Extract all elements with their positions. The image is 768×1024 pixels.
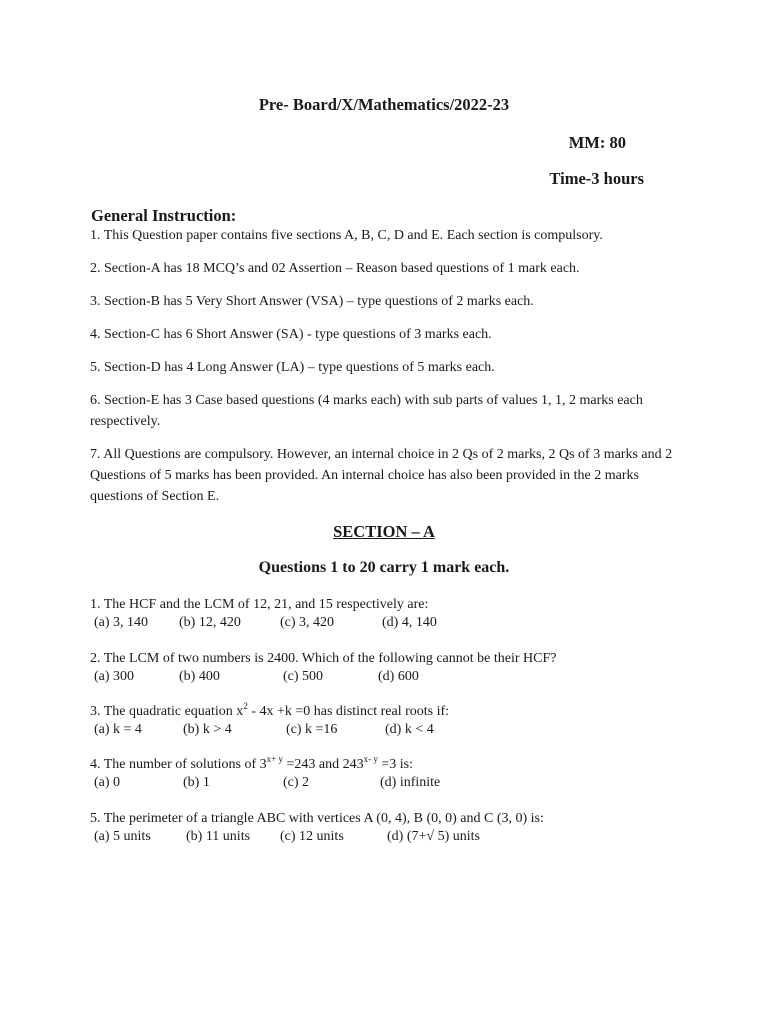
option-d: (d) k < 4 [385, 722, 434, 737]
question-2 [90, 650, 690, 686]
question-text: 4. The number of solutions of $3^{x+ y} =243$ and $243^{x- y} =3$ is: [90, 754, 413, 772]
option-c: (c) 2 [283, 775, 310, 790]
question-4 [90, 756, 690, 792]
question-5 [90, 810, 690, 846]
question-text: 3. The quadratic equation $x^2 - 4x +k =0$ has distinct real roots if: [90, 701, 450, 719]
question-text: 2. The LCM of two numbers is 2400. Which of the following cannot be their HCF? [90, 651, 557, 666]
section-a-subheading: Questions 1 to 20 carry 1 mark each. [258, 559, 510, 576]
question-text: 1. The HCF and the LCM of 12, 21, and 15 respectively are: [90, 597, 429, 612]
question-options [90, 668, 690, 686]
option-b: (b) 11 units [186, 829, 251, 844]
option-d: (d) infinite [380, 775, 441, 790]
option-c: (c) 500 [283, 669, 324, 684]
option-b: (b) 12, 420 [179, 615, 241, 630]
question-options [90, 721, 690, 739]
question-1 [90, 596, 690, 632]
option-b: (b) 400 [179, 669, 220, 684]
option-c: (c) 3, 420 [280, 615, 335, 630]
option-a: (a) 300 [94, 669, 135, 684]
instruction-item: 3. Section-B has 5 Very Short Answer (VSA) – type questions of 2 marks each. [90, 294, 534, 309]
question-options [90, 614, 690, 632]
instruction-item: 7. All Questions are compulsory. However, an internal choice in 2 Qs of 2 marks, 2 Qs of 3 marks and 2 Questions of 5 marks has been provided. An internal choice has also been provided in the 2 marks questions of Section E. [90, 447, 673, 504]
general-instruction-heading: General Instruction: [91, 206, 237, 225]
option-d: (d) 4, 140 [382, 615, 437, 630]
option-b: (b) k > 4 [183, 722, 232, 737]
instruction-item: 4. Section-C has 6 Short Answer (SA) - type questions of 3 marks each. [90, 327, 492, 342]
option-a: (a) 3, 140 [94, 615, 149, 630]
question-options [90, 774, 690, 792]
option-b: (b) 1 [183, 775, 210, 790]
option-d: (d) 600 [378, 669, 419, 684]
option-c: (c) k =16 [286, 722, 338, 737]
option-d: (d) (7+√ 5) units [387, 829, 480, 844]
instruction-item: 5. Section-D has 4 Long Answer (LA) – type questions of 5 marks each. [90, 360, 495, 375]
paper-title: Pre- Board/X/Mathematics/2022-23 [258, 95, 510, 114]
question-options [90, 828, 690, 846]
question-text: 5. The perimeter of a triangle ABC with vertices A (0, 4), B (0, 0) and C (3, 0) is: [90, 811, 544, 826]
instruction-item: 2. Section-A has 18 MCQ’s and 02 Assertion – Reason based questions of 1 mark each. [90, 261, 580, 276]
section-a-heading: SECTION – A [333, 522, 435, 541]
max-marks: MM: 80 [568, 133, 626, 152]
instruction-item: 1. This Question paper contains five sections A, B, C, D and E. Each section is compulsory. [90, 228, 603, 243]
option-a: (a) 5 units [94, 829, 151, 844]
time-allowed: Time-3 hours [549, 169, 644, 188]
question-3 [90, 703, 690, 739]
option-a: (a) 0 [94, 775, 121, 790]
instruction-item: 6. Section-E has 3 Case based questions (4 marks each) with sub parts of values 1, 1, 2 marks each respectively. [90, 393, 643, 429]
option-a: (a) k = 4 [94, 722, 142, 737]
option-c: (c) 12 units [280, 829, 344, 844]
